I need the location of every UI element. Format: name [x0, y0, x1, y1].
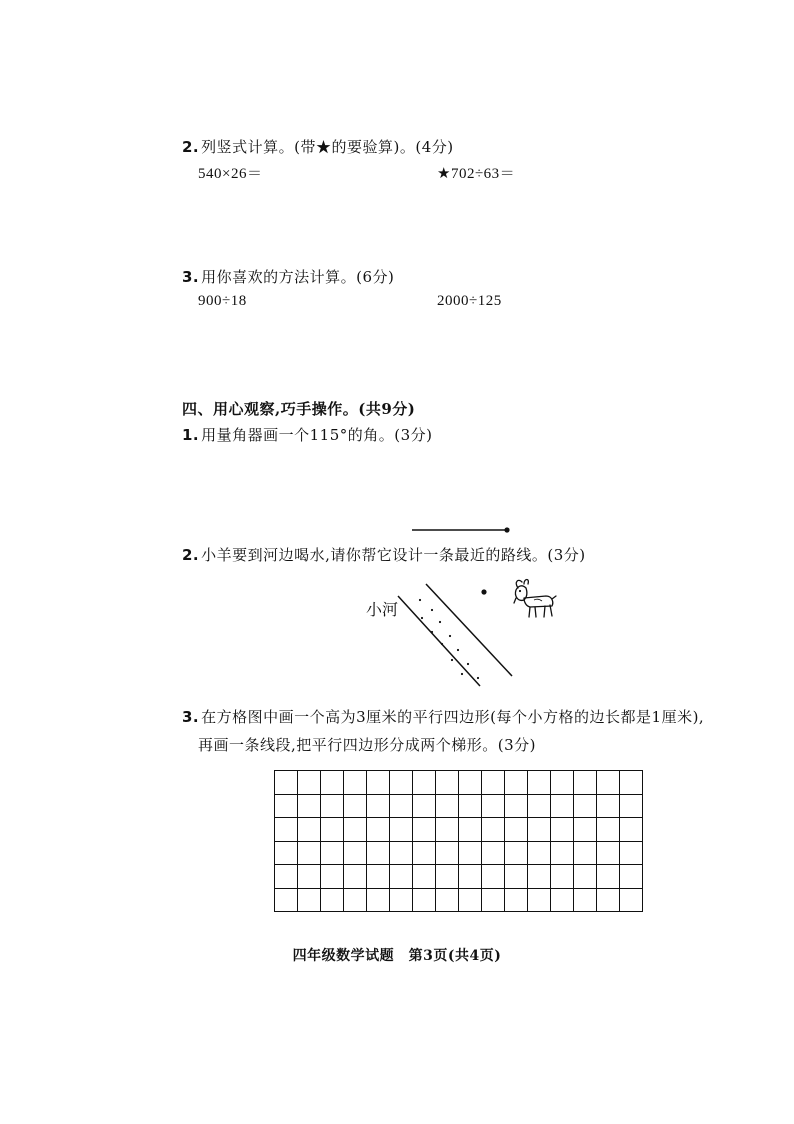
grid-cell[interactable]: [344, 865, 367, 889]
grid-cell[interactable]: [482, 818, 505, 842]
grid-cell[interactable]: [367, 889, 390, 913]
grid-cell[interactable]: [298, 818, 321, 842]
question-number: 1.: [182, 426, 200, 444]
grid-cell[interactable]: [390, 771, 413, 795]
grid-cell[interactable]: [459, 795, 482, 819]
grid-cell[interactable]: [482, 771, 505, 795]
grid-cell[interactable]: [413, 865, 436, 889]
grid-cell[interactable]: [597, 795, 620, 819]
question-text: 用你喜欢的方法计算。(6分): [201, 268, 395, 286]
grid-cell[interactable]: [574, 865, 597, 889]
grid-cell[interactable]: [620, 818, 643, 842]
grid-cell[interactable]: [321, 889, 344, 913]
grid-cell[interactable]: [551, 795, 574, 819]
river-bank-left: [398, 596, 480, 686]
grid-cell[interactable]: [459, 818, 482, 842]
grid-cell[interactable]: [321, 795, 344, 819]
grid-cell[interactable]: [275, 889, 298, 913]
grid-cell[interactable]: [505, 771, 528, 795]
grid-cell[interactable]: [620, 842, 643, 866]
grid-cell[interactable]: [551, 889, 574, 913]
question-text: 在方格图中画一个高为3厘米的平行四边形(每个小方格的边长都是1厘米),: [201, 708, 705, 726]
grid-cell[interactable]: [436, 795, 459, 819]
expression-2000div125: 2000÷125: [437, 293, 502, 309]
grid-cell[interactable]: [321, 842, 344, 866]
grid-cell[interactable]: [413, 842, 436, 866]
grid-cell[interactable]: [367, 771, 390, 795]
grid-cell[interactable]: [344, 842, 367, 866]
grid-cell[interactable]: [390, 889, 413, 913]
grid-cell[interactable]: [574, 889, 597, 913]
grid-cell[interactable]: [597, 818, 620, 842]
grid-cell[interactable]: [597, 771, 620, 795]
grid-cell[interactable]: [390, 795, 413, 819]
grid-cell[interactable]: [321, 865, 344, 889]
grid-cell[interactable]: [528, 771, 551, 795]
grid-cell[interactable]: [344, 795, 367, 819]
grid-cell[interactable]: [413, 771, 436, 795]
question-3-3: [182, 266, 394, 287]
grid-cell[interactable]: [528, 795, 551, 819]
question-number: 2.: [182, 138, 200, 156]
goat-point-dot: [481, 589, 486, 594]
grid-cell[interactable]: [620, 865, 643, 889]
grid-cell[interactable]: [390, 818, 413, 842]
question-text: 小羊要到河边喝水,请你帮它设计一条最近的路线。(3分): [201, 546, 586, 564]
grid-cell[interactable]: [482, 795, 505, 819]
grid-cell[interactable]: [436, 842, 459, 866]
grid-cell[interactable]: [298, 889, 321, 913]
question-4-3-line2: 再画一条线段,把平行四边形分成两个梯形。(3分): [198, 736, 537, 754]
goat-icon: [508, 574, 558, 620]
expression-540x26: 540×26＝: [198, 166, 263, 182]
river-water-dots: [419, 599, 479, 679]
square-grid[interactable]: [274, 770, 643, 912]
question-4-3-line1: [182, 706, 704, 727]
grid-cell[interactable]: [505, 842, 528, 866]
question-number: 3.: [182, 708, 200, 726]
question-number: 3.: [182, 268, 200, 286]
grid-cell[interactable]: [321, 771, 344, 795]
angle-ray: [410, 524, 514, 536]
grid-cell[interactable]: [551, 865, 574, 889]
question-text: 列竖式计算。(带★的要验算)。(4分): [201, 138, 454, 156]
grid-cell[interactable]: [551, 842, 574, 866]
grid-cell[interactable]: [482, 889, 505, 913]
grid-cell[interactable]: [275, 865, 298, 889]
question-3-2: [182, 136, 454, 157]
grid-cell[interactable]: [413, 818, 436, 842]
grid-cell[interactable]: [551, 771, 574, 795]
grid-cell[interactable]: [620, 889, 643, 913]
expression-900div18: 900÷18: [198, 293, 247, 309]
grid-cell[interactable]: [390, 865, 413, 889]
grid-cell[interactable]: [367, 795, 390, 819]
grid-cell[interactable]: [505, 865, 528, 889]
grid-cell[interactable]: [574, 842, 597, 866]
grid-cell[interactable]: [367, 865, 390, 889]
grid-cell[interactable]: [459, 865, 482, 889]
section-title-4: 四、用心观察,巧手操作。(共9分): [182, 400, 416, 418]
grid-cell[interactable]: [367, 842, 390, 866]
grid-cell[interactable]: [275, 771, 298, 795]
grid-cell[interactable]: [298, 795, 321, 819]
grid-cell[interactable]: [574, 771, 597, 795]
grid-cell[interactable]: [528, 842, 551, 866]
grid-cell[interactable]: [436, 818, 459, 842]
grid-cell[interactable]: [528, 865, 551, 889]
grid-cell[interactable]: [597, 842, 620, 866]
grid-cell[interactable]: [436, 771, 459, 795]
grid-cell[interactable]: [344, 771, 367, 795]
grid-cell[interactable]: [574, 818, 597, 842]
grid-cell[interactable]: [321, 818, 344, 842]
grid-cell[interactable]: [298, 771, 321, 795]
grid-cell[interactable]: [574, 795, 597, 819]
question-text: 用量角器画一个115°的角。(3分): [201, 426, 433, 444]
grid-cell[interactable]: [505, 889, 528, 913]
question-number: 2.: [182, 546, 200, 564]
grid-cell[interactable]: [367, 818, 390, 842]
question-4-1: [182, 424, 433, 445]
grid-cell[interactable]: [505, 818, 528, 842]
grid-cell[interactable]: [390, 842, 413, 866]
goat-point: [478, 586, 490, 598]
grid-cell[interactable]: [275, 842, 298, 866]
grid-cell[interactable]: [505, 795, 528, 819]
grid-cell[interactable]: [413, 795, 436, 819]
grid-cell[interactable]: [298, 865, 321, 889]
grid-cell[interactable]: [436, 865, 459, 889]
grid-cell[interactable]: [344, 818, 367, 842]
question-4-2: [182, 544, 586, 565]
grid-cell[interactable]: [528, 889, 551, 913]
grid-cell[interactable]: [275, 795, 298, 819]
grid-cell[interactable]: [275, 818, 298, 842]
grid-cell[interactable]: [436, 889, 459, 913]
ray-vertex-point: [504, 527, 509, 532]
grid-cell[interactable]: [482, 842, 505, 866]
grid-cell[interactable]: [597, 865, 620, 889]
grid-cell[interactable]: [298, 842, 321, 866]
page-footer: 四年级数学试题 第3页(共4页): [292, 948, 502, 964]
river-illustration: [392, 578, 522, 698]
grid-cell[interactable]: [482, 865, 505, 889]
grid-cell[interactable]: [551, 818, 574, 842]
grid-cell[interactable]: [620, 795, 643, 819]
expression-702div63: ★702÷63＝: [437, 166, 516, 182]
river-label: 小河: [366, 600, 399, 619]
grid-cell[interactable]: [528, 818, 551, 842]
grid-cell[interactable]: [413, 889, 436, 913]
grid-cell[interactable]: [459, 771, 482, 795]
grid-cell[interactable]: [344, 889, 367, 913]
grid-cell[interactable]: [620, 771, 643, 795]
grid-cell[interactable]: [459, 842, 482, 866]
grid-cell[interactable]: [597, 889, 620, 913]
grid-cell[interactable]: [459, 889, 482, 913]
river-bank-right: [426, 584, 512, 676]
